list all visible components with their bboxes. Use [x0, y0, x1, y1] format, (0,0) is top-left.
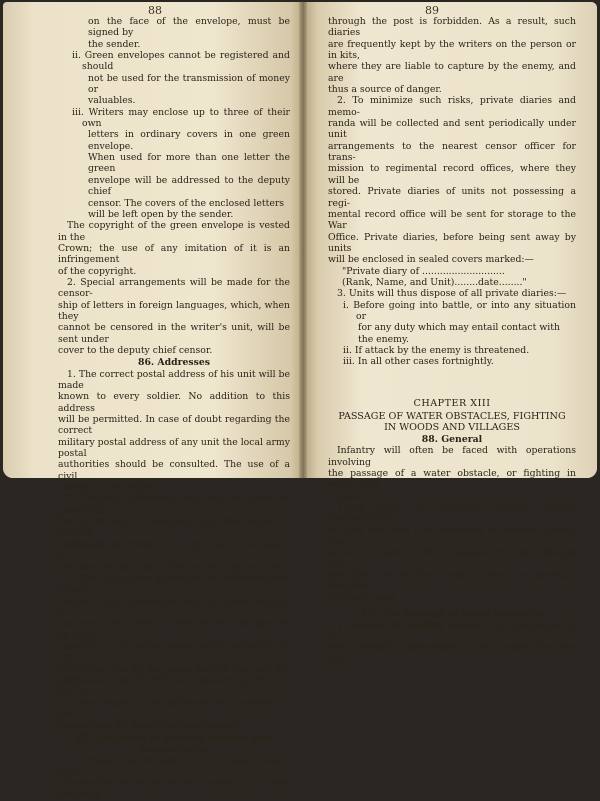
paragraph-lead-in: 1. Action of leading troops.: [337, 619, 486, 631]
text-line: envelope will be addressed to the deputy chief: [88, 174, 290, 198]
text-line: will be enclosed in sealed covers marked:—: [328, 254, 534, 266]
text-line: the enemy.: [358, 333, 409, 345]
text-line: villages.: [328, 490, 367, 502]
text-line: Office. Private diaries, before being sent away by units: [328, 231, 576, 254]
text-line: letters in ordinary covers in one green envelope.: [88, 129, 290, 152]
form-line: "Private diary of ............................: [342, 265, 505, 277]
chapter-title: PASSAGE OF WATER OBSTACLES, FIGHTING: [338, 411, 566, 422]
text-line: packages and parcels, whether sent by post or by other: [58, 618, 290, 641]
text-line: disclose the location of the writer or of any unit.: [58, 561, 287, 573]
text-line: These types of operation possess certain characteristics: [328, 502, 576, 525]
text-line: where they are liable to capture by the enemy, and are: [328, 61, 576, 84]
text-line: through the post is forbidden. As a result, such diaries: [328, 16, 576, 39]
text-line: iii. In all other cases fortnightly.: [343, 356, 494, 368]
text-line: otherwise than by the postal service they will be: [58, 663, 287, 675]
text-line: ii. If attack by the enemy is threatened.: [343, 344, 530, 356]
text-line: authorities should be consulted. The use of a civil: [58, 459, 290, 482]
text-line: embossed, or printed with any matter calculated to: [58, 538, 290, 562]
text-line: ship of letters in foreign languages, which, when they: [58, 299, 290, 322]
text-line: action of infantry when engaged in them, though the: [328, 547, 576, 570]
text-line: valuables.: [88, 95, 136, 107]
text-line: of their own and it is necessary to consider briefly the: [328, 524, 576, 548]
text-line: 1. Private diaries kept by men may contain much: [58, 755, 290, 778]
text-line: thus a source of danger.: [328, 84, 442, 96]
text-line: addressed "c/o The Military Forwarding Officer," but in: [58, 674, 290, 698]
book-gutter: [299, 2, 307, 478]
open-book-spread: [3, 2, 597, 801]
text-line: will be permitted. In case of doubt regarding the correct: [58, 414, 290, 437]
text-line: Crown; the use of any imitation of it is an infringement: [58, 242, 290, 266]
text-line: of the copyright.: [58, 265, 137, 277]
text-line: stored. Private diaries of units not possessing a regi-: [328, 186, 576, 209]
chapter-number: CHAPTER XIII: [413, 397, 491, 409]
text-line: When used for more than one letter the green: [88, 152, 290, 175]
right-page: [303, 2, 597, 665]
text-line: the sender.: [88, 38, 141, 50]
text-line: [328, 620, 576, 643]
page-number: 89: [425, 4, 439, 17]
text-line: i. Before going into battle, or into any situation or: [343, 299, 576, 322]
text-line: regulations for postal correspondence.: [58, 720, 241, 732]
page-number: 88: [148, 4, 162, 17]
text-line: 3. The rules given above for the addresses and subject-: [58, 572, 290, 596]
text-line: nor is the use of stationery permitted which is headed,: [58, 516, 290, 539]
text-line: water obstacle commanders of the leading platoons and: [328, 642, 576, 665]
text-line: not be used for the transmission of money or: [88, 72, 290, 96]
text-line: all other respects the addresses will conform to the: [58, 697, 290, 720]
text-line: 1. The correct postal address of his unit will be made: [58, 368, 290, 391]
text-line: cover to the deputy chief censor.: [58, 344, 213, 356]
text-line: the passage of a water obstacle, or fighting in woods and: [328, 468, 576, 491]
text-line: military postal address of any unit the local army postal: [58, 436, 290, 460]
text-line: 2. To minimize such risks, private diaries and memo-: [328, 95, 576, 118]
text-line: iii. Writers may enclose up to three of their own: [72, 106, 290, 130]
text-line: censor. The covers of the enclosed letters: [88, 197, 285, 209]
text-line: cannot be censored in the writer's unit, will be sent under: [58, 322, 290, 345]
right-page-text: [328, 16, 576, 665]
left-page: [3, 2, 303, 801]
chapter-title: IN WOODS AND VILLAGES: [384, 422, 520, 433]
text-line: will be left open by the sender.: [88, 208, 234, 220]
text-line: mission to regimental record offices, where they will be: [328, 163, 576, 186]
text-fragment: —On encountering a: [328, 619, 577, 642]
text-line: for any duty which may entail contact with: [358, 322, 560, 334]
text-line: 2. Writers' addresses may not be given on postcards,: [58, 493, 290, 516]
section-heading: 89. The passage of water obstacles: [361, 608, 543, 620]
text-line: matter of correspondence will be applied equally to: [58, 595, 290, 618]
text-line: The copyright of the green envelope is vested in the: [58, 220, 290, 243]
left-page-text: [58, 16, 290, 801]
text-line: 3. Units will thus dispose of all private diaries:—: [337, 288, 567, 300]
section-heading: 86. Addresses: [137, 357, 211, 369]
text-line: agencies. In all cases where such packages are sent: [58, 640, 290, 664]
text-line: 2. Special arrangements will be made for the censor-: [58, 276, 290, 300]
section-heading: 87. Disposal of private diaries and memoranda: [75, 731, 273, 755]
form-line: (Rank, Name, and Unit)........date........": [342, 276, 527, 288]
text-line: information of value to the enemy, and their despatch: [58, 778, 290, 801]
text-line: known to every soldier. No addition to this address: [58, 391, 290, 414]
text-line: address is forbidden.: [58, 482, 158, 494]
text-line: arrangements to the nearest censor officer for trans-: [328, 140, 576, 164]
text-line: ii. Green envelopes cannot be registered and should: [72, 50, 290, 73]
text-line: on the face of the envelope, must be signed by: [88, 16, 290, 39]
text-line: still hold good.: [328, 592, 398, 604]
text-line: mental record office will be sent for storage to the War: [328, 208, 576, 232]
section-heading: 88. General: [421, 434, 483, 445]
text-line: Infantry will often be faced with operations involving: [328, 445, 576, 468]
text-line: randa will be collected and sent periodically under unit: [328, 118, 576, 141]
text-line: are frequently kept by the writers on the person or in kits,: [328, 38, 576, 62]
text-line: principles of section leading given in previous chapters: [328, 570, 576, 593]
